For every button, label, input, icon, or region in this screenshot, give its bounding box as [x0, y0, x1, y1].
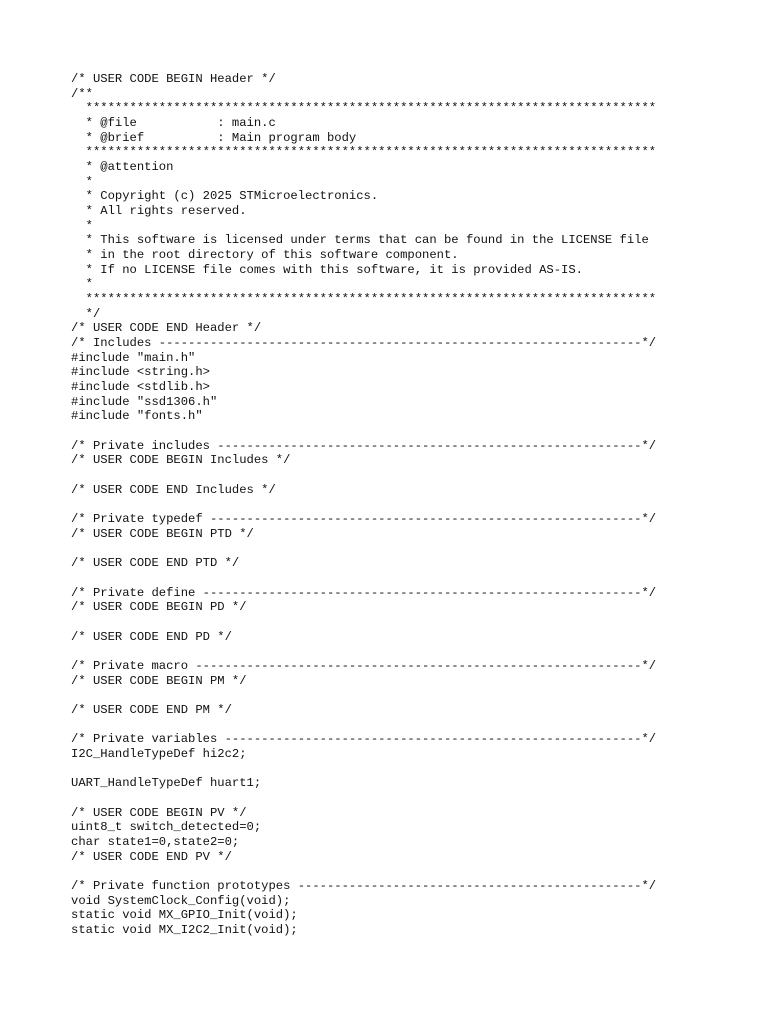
code-line [71, 688, 761, 703]
code-line: /* Includes ------------------------------------------------------------------*/ [71, 336, 657, 351]
code-line: /* Private macro -------------------------------------------------------------*/ [71, 658, 657, 673]
code-line: * [71, 218, 93, 233]
code-line [71, 468, 761, 483]
code-line: /* Private function prototypes -----------------------------------------------*/ [71, 878, 657, 893]
code-line: I2C_HandleTypeDef hi2c2; [71, 746, 247, 761]
code-line: /** [71, 86, 93, 101]
code-line: uint8_t switch_detected=0; [71, 820, 262, 835]
code-line: * [71, 277, 93, 292]
code-line [71, 615, 761, 630]
code-line: * If no LICENSE file comes with this software, it is provided AS-IS. [71, 262, 583, 277]
code-line: /* USER CODE END PD */ [71, 629, 232, 644]
code-line: /* USER CODE END PM */ [71, 702, 232, 717]
code-line [71, 762, 761, 777]
code-line: UART_HandleTypeDef huart1; [71, 776, 262, 791]
code-line: * Copyright (c) 2025 STMicroelectronics. [71, 189, 379, 204]
code-line: /* Private variables ---------------------------------------------------------*/ [71, 732, 657, 747]
code-line: * @brief : Main program body [71, 130, 357, 145]
code-line [71, 718, 761, 733]
code-line: #include <string.h> [71, 365, 210, 380]
code-line: * [71, 174, 93, 189]
code-line [71, 864, 761, 879]
code-line: /* USER CODE BEGIN PTD */ [71, 526, 254, 541]
code-line: #include "main.h" [71, 350, 196, 365]
code-line: #include "fonts.h" [71, 409, 203, 424]
code-line: /* USER CODE BEGIN Includes */ [71, 453, 291, 468]
code-line: * @file : main.c [71, 116, 276, 131]
code-line: void SystemClock_Config(void); [71, 893, 291, 908]
code-line: * This software is licensed under terms that can be found in the LICENSE file [71, 233, 649, 248]
code-line: #include "ssd1306.h" [71, 394, 218, 409]
code-line [71, 791, 761, 806]
code-line: /* USER CODE END Includes */ [71, 482, 276, 497]
code-line: /* USER CODE BEGIN PV */ [71, 805, 247, 820]
code-line: * in the root directory of this software component. [71, 248, 459, 263]
code-line: ****************************************************************************** [71, 101, 657, 116]
code-line: ****************************************************************************** [71, 292, 657, 307]
code-line [71, 571, 761, 586]
code-line: ****************************************************************************** [71, 145, 657, 160]
code-line: /* Private define ------------------------------------------------------------*/ [71, 585, 657, 600]
code-line: */ [71, 306, 101, 321]
source-code-listing [71, 72, 761, 938]
code-line: static void MX_I2C2_Init(void); [71, 922, 298, 937]
code-line: /* Private includes ----------------------------------------------------------*/ [71, 438, 657, 453]
code-line: /* USER CODE BEGIN PM */ [71, 673, 247, 688]
code-line: char state1=0,state2=0; [71, 834, 240, 849]
code-line: static void MX_GPIO_Init(void); [71, 908, 298, 923]
code-line: /* USER CODE END Header */ [71, 321, 262, 336]
code-line [71, 497, 761, 512]
code-line: #include <stdlib.h> [71, 380, 210, 395]
code-line: /* Private typedef -----------------------------------------------------------*/ [71, 512, 657, 527]
code-line: /* USER CODE BEGIN PD */ [71, 600, 247, 615]
code-line: * All rights reserved. [71, 204, 247, 219]
code-line [71, 542, 761, 557]
code-line [71, 424, 761, 439]
code-line: /* USER CODE END PTD */ [71, 556, 240, 571]
code-line: /* USER CODE END PV */ [71, 849, 232, 864]
code-line [71, 644, 761, 659]
code-line: * @attention [71, 160, 174, 175]
code-line: /* USER CODE BEGIN Header */ [71, 72, 276, 86]
